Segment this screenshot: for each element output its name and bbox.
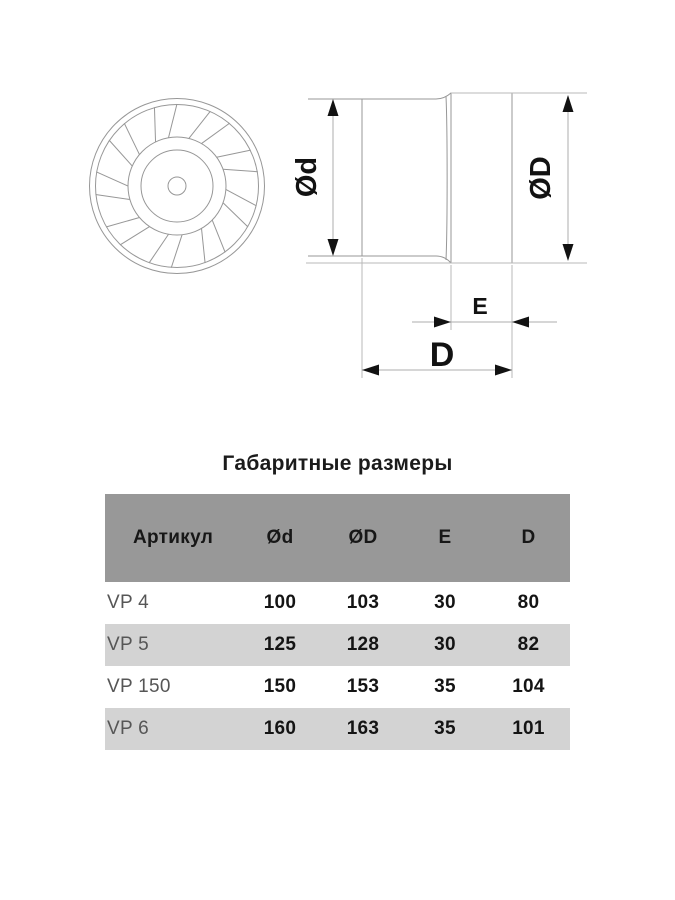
cell-value: 125 bbox=[263, 634, 297, 655]
cell-value: 82 bbox=[517, 634, 540, 655]
dimensions-table bbox=[105, 494, 570, 750]
header-length: D bbox=[521, 527, 536, 548]
table-row bbox=[105, 708, 570, 750]
header-front-diameter: Ød bbox=[266, 527, 294, 548]
cell-value: 80 bbox=[517, 592, 540, 613]
collar-outline bbox=[451, 93, 512, 263]
cell-value: 30 bbox=[434, 634, 456, 655]
fan-side-view bbox=[308, 93, 512, 263]
cell-value: 150 bbox=[263, 676, 297, 697]
cell-value: 163 bbox=[346, 718, 380, 739]
cell-value: 104 bbox=[512, 676, 545, 697]
cell-article: VP 6 bbox=[107, 718, 150, 739]
cell-value: 153 bbox=[346, 676, 380, 697]
dim-label-outer-diameter: ØD bbox=[525, 156, 557, 200]
table-row bbox=[105, 582, 570, 624]
cell-value: 35 bbox=[434, 718, 456, 739]
cell-value: 30 bbox=[434, 592, 456, 613]
fan-blade-root-ring bbox=[128, 137, 226, 235]
cell-article: VP 5 bbox=[107, 634, 150, 655]
fan-front-view bbox=[90, 99, 265, 274]
cell-value: 160 bbox=[263, 718, 297, 739]
cell-value: 101 bbox=[512, 718, 545, 739]
dim-label-front-diameter: Ød bbox=[291, 156, 323, 198]
cell-article: VP 4 bbox=[107, 592, 150, 613]
header-outer-diameter: ØD bbox=[348, 527, 378, 548]
cell-article: VP 150 bbox=[107, 676, 171, 697]
header-article: Артикул bbox=[133, 527, 214, 548]
body-bottom-edge bbox=[308, 256, 451, 263]
fan-outer-rim bbox=[90, 99, 265, 274]
header-collar-width: E bbox=[438, 527, 452, 548]
fan-axle bbox=[168, 177, 186, 195]
fan-hub bbox=[141, 150, 213, 222]
dim-label-length: D bbox=[429, 336, 455, 374]
cell-value: 103 bbox=[346, 592, 380, 613]
table-row bbox=[105, 666, 570, 708]
cell-value: 100 bbox=[263, 592, 297, 613]
collar-face-line bbox=[446, 96, 447, 260]
dim-label-collar-width: E bbox=[472, 293, 488, 319]
table-row bbox=[105, 624, 570, 666]
table-title: Габаритные размеры bbox=[222, 452, 453, 475]
dimension-diagram bbox=[0, 0, 675, 430]
fan-inner-rim bbox=[96, 105, 259, 268]
cell-value: 128 bbox=[346, 634, 380, 655]
cell-value: 35 bbox=[434, 676, 456, 697]
table-header-row bbox=[105, 494, 570, 582]
body-top-edge bbox=[308, 93, 451, 99]
